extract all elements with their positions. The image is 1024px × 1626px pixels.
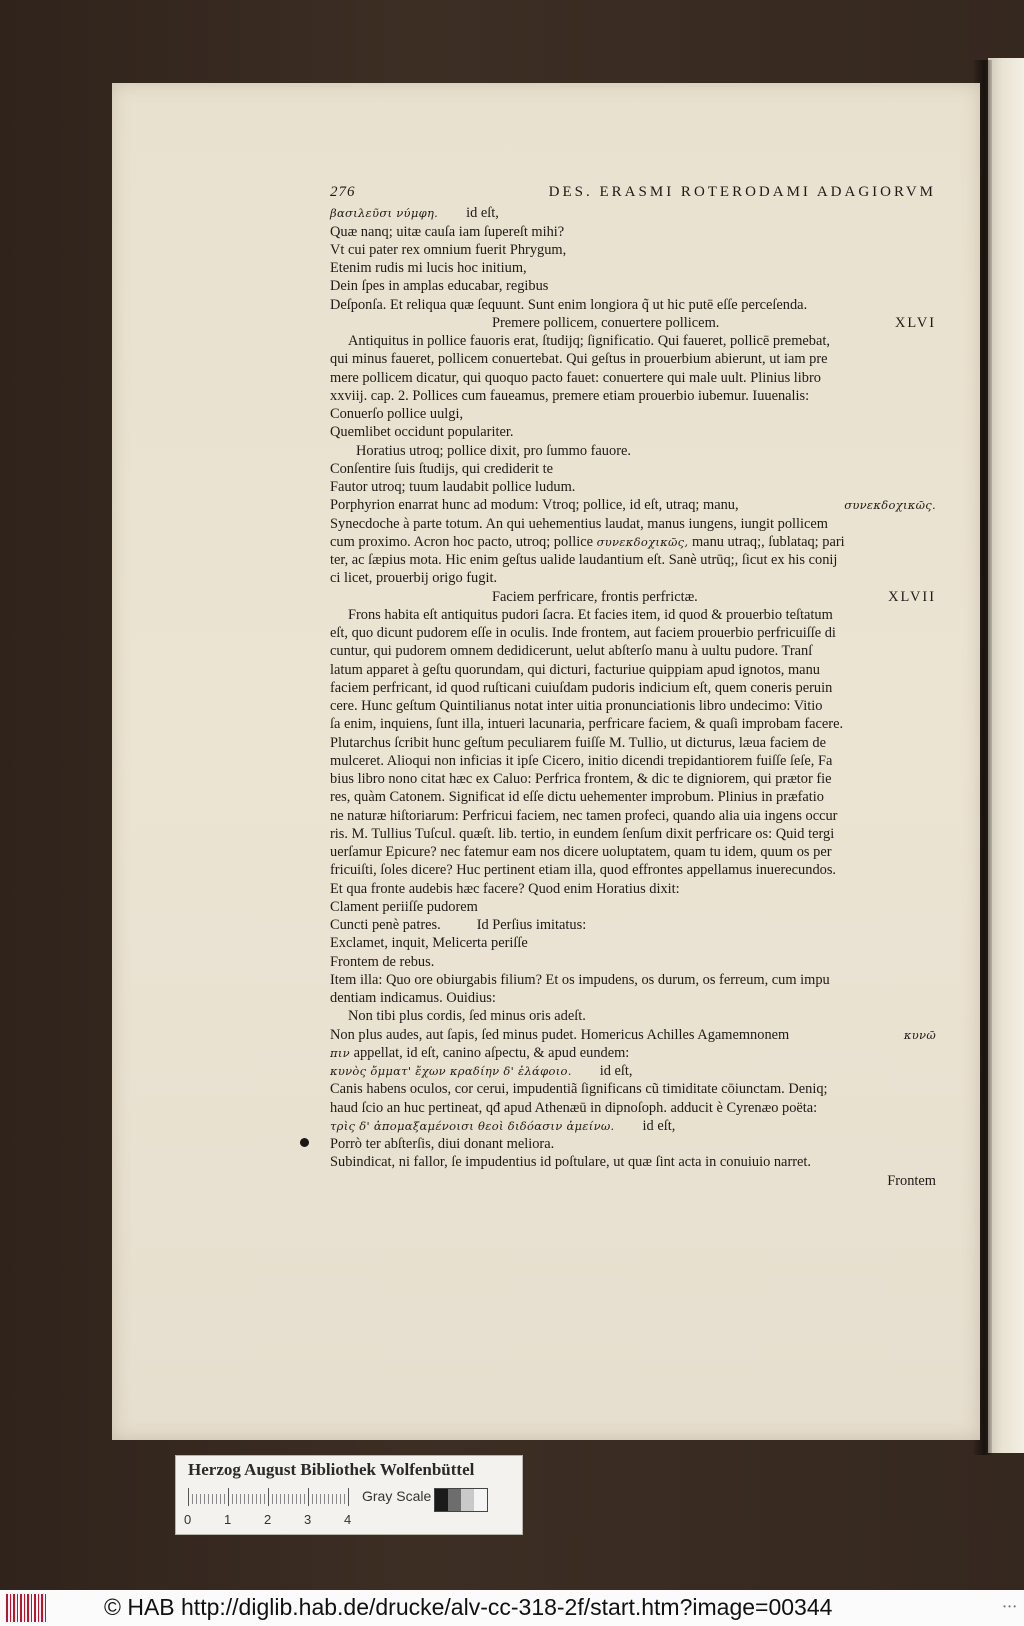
- greek-text: τρὶς δ' ἀπομαξαμένοισι θεοὶ διδόασιν ἀμείνω.: [330, 1118, 615, 1133]
- text-line: [330, 898, 936, 916]
- text-span: Conſentire ſuis ſtudijs, qui crediderit te: [330, 460, 554, 477]
- text-span: Subindicat, ni fallor, ſe impudentius id poſtulare, ut quæ ſint acta in conuiuio narret.: [330, 1154, 812, 1171]
- text-span: id eſt,: [466, 205, 499, 222]
- text-span: Frontem: [887, 1172, 936, 1189]
- text-span: bius libro nono citat hæc ex Caluo: Perfrica frontem, & dic te digniorem, qui prætor fie: [330, 771, 832, 787]
- text-line: [330, 1080, 936, 1098]
- text-span: eſt, quo dicunt pudorem eſſe in oculis. Inde frontem, aut faciem prouerbio perfricuiſſe di: [330, 625, 836, 641]
- text-line: [330, 880, 936, 898]
- text-span: Id Perſius imitatus:: [476, 917, 587, 933]
- greek-text: συνεκδοχικῶς.: [844, 498, 936, 513]
- text-line: [330, 460, 936, 478]
- running-title: DES. ERASMI ROTERODAMI ADAGIORVM: [548, 184, 936, 200]
- text-span: Fautor utroq; tuum laudabit pollice ludum.: [330, 479, 576, 495]
- margin-dot: [300, 1138, 309, 1147]
- text-span: Canis habens oculos, cor cerui, impudentiã ſignificans cũ timiditate cōiunctam. Deniq;: [330, 1081, 828, 1098]
- text-span: Horatius utroq; pollice dixit, pro ſummo fauore.: [356, 442, 631, 459]
- facing-page-margin: [990, 140, 1024, 1040]
- text-span: id eſt,: [642, 1117, 676, 1134]
- text-span: Conuerſo pollice uulgi,: [330, 406, 464, 422]
- text-line: [330, 387, 936, 405]
- text-line: [330, 825, 936, 843]
- ruler-number: 1: [224, 1512, 232, 1527]
- text-line: [330, 332, 936, 350]
- text-lines: [330, 204, 936, 1190]
- greek-text: κυνὸς ὄμματ' ἔχων κραδίην δ' ἐλάφοιο.: [330, 1064, 572, 1078]
- text-line: [330, 1117, 936, 1135]
- text-span: Non plus audes, aut ſapis, ſed minus pudet. Homericus Achilles Agamemnonem: [330, 1026, 790, 1043]
- text-line: [330, 551, 936, 569]
- text-span: appellat, id eſt, canino aſpectu, & apud eundem:: [353, 1044, 630, 1061]
- text-span: Vt cui pater rex omnium fuerit Phrygum,: [330, 241, 567, 258]
- ruler-number: 4: [344, 1512, 352, 1527]
- text-span: uerſamur Epicure? nec fatemur eam nos dicere uoluptatem, quam tu idem, quum os per: [330, 844, 832, 860]
- gray-scale-swatch: [434, 1488, 488, 1512]
- text-line: [330, 752, 936, 770]
- text-line: [330, 934, 936, 952]
- text-line: [330, 661, 936, 679]
- ruler-number: 3: [304, 1512, 312, 1527]
- greek-text: βασιλεῦσι νύμφη.: [330, 206, 439, 221]
- text-line: [330, 770, 936, 788]
- text-span: ter, ac ſæpius mota. Hic enim geſtus ualide laudantium eſt. Sanè utrūq;, ſicut ex his conij: [330, 552, 838, 568]
- ruler-number: 0: [184, 1512, 192, 1527]
- gray-scale-label: Gray Scale: [362, 1488, 432, 1504]
- text-span: fricuiſti, ſoles dicere? Huc pertinent etiam illa, quod effrontes appellamus inuerecundos.: [330, 862, 837, 879]
- text-span: Porrò ter abſterſis, diui donant meliora.: [330, 1136, 555, 1152]
- text-line: [330, 588, 936, 606]
- adage-number: XLVII: [888, 588, 936, 605]
- text-line: [330, 296, 936, 314]
- text-span: manu utraq;, ſublataq; pari: [691, 533, 845, 550]
- text-span: Porphyrion enarrat hunc ad modum: Vtroq; pollice, id eſt, utraq; manu,: [330, 497, 739, 514]
- text-line: [330, 1135, 936, 1153]
- text-line: [330, 843, 936, 861]
- text-span: cere. Hunc geſtum Quintilianus notat inter uitia pronunciationis libro undecimo: Vitio: [330, 698, 823, 714]
- text-span: Synecdoche à parte totum. An qui uehementius laudat, manus iungens, iungit pollicem: [330, 515, 828, 532]
- text-span: Frontem de rebus.: [330, 953, 435, 970]
- text-line: [330, 679, 936, 697]
- gray-patch: [435, 1489, 448, 1511]
- text-line: [330, 204, 936, 222]
- text-line: [330, 241, 936, 259]
- adage-title: Premere pollicem, conuertere pollicem.: [492, 314, 720, 331]
- text-span: xxviij. cap. 2. Pollices cum faueamus, premere etiam prouerbio iubemur. Iuuenalis:: [330, 387, 810, 404]
- source-url[interactable]: © HAB http://diglib.hab.de/drucke/alv-cc-318-2f/start.htm?image=00344: [104, 1594, 833, 1620]
- greek-text: πιν: [330, 1045, 350, 1060]
- text-line: [330, 350, 936, 368]
- text-span: Item illa: Quo ore obiurgabis filium? Et os impudens, os durum, os ferreum, cum impu: [330, 971, 830, 988]
- text-line: [330, 953, 936, 971]
- text-span: cuntur, qui pudorem omnem dedidicerunt, uelut abſterſo manu à uultu pudore. Tranſ: [330, 643, 813, 660]
- text-line: [330, 989, 936, 1007]
- text-line: [330, 314, 936, 332]
- text-line: [330, 1044, 936, 1062]
- text-span: Quemlibet occidunt populariter.: [330, 424, 514, 441]
- text-span: ne naturæ hiſtoriarum: Perfricui faciem, nec tamen profeci, quando alia uia ingens occur: [330, 807, 838, 824]
- text-line: [330, 788, 936, 806]
- text-line: [330, 1062, 936, 1080]
- ruler-number: 2: [264, 1512, 272, 1527]
- text-span: haud ſcio an huc pertineat, qđ apud Athenæū in dipnoſoph. adducit è Cyrenæo poëta:: [330, 1099, 818, 1116]
- text-span: Clament periiſſe pudorem: [330, 898, 478, 915]
- text-line: [330, 496, 936, 514]
- text-span: Plutarchus ſcribit hunc geſtum peculiarem fuiſſe M. Tullio, ut dicturus, læua faciem de: [330, 734, 826, 751]
- text-line: [330, 423, 936, 441]
- text-span: mere pollicem dicatur, qui quoquo pacto fauet: conuertere qui male uult. Plinius libro: [330, 369, 821, 386]
- text-span: Frons habita eſt antiquitus pudori ſacra. Et facies item, id quod & prouerbio teſtatum: [348, 606, 833, 623]
- text-line: [330, 861, 936, 879]
- text-span: Deſponſa. Et reliqua quæ ſequunt. Sunt enim longiora q̃ ut hic putē eſſe perceſenda.: [330, 296, 808, 313]
- text-span: ris. M. Tullius Tuſcul. quæſt. lib. tertio, in eundem ſenſum dixit perfricare os: Quid tergi: [330, 825, 835, 842]
- text-line: [330, 606, 936, 624]
- text-line: [330, 624, 936, 642]
- color-calibration-card: [175, 1455, 523, 1535]
- text-line: [330, 405, 936, 423]
- text-span: latum apparet à geſtu quorundam, qui dicturi, facturiue quippiam apud ignotos, manu: [330, 661, 820, 678]
- text-span: Etenim rudis mi lucis hoc initium,: [330, 260, 527, 276]
- text-line: [330, 1026, 936, 1044]
- text-span: id eſt,: [599, 1063, 633, 1079]
- running-head: [330, 183, 936, 201]
- text-line: [330, 442, 936, 460]
- text-line: [330, 223, 936, 241]
- footer-bar: [0, 1590, 1024, 1626]
- text-line: [330, 515, 936, 533]
- text-span: Antiquitus in pollice fauoris erat, ſtudijq; ſignificatio. Qui faueret, pollicē premebat,: [348, 333, 830, 349]
- gray-patch: [474, 1489, 487, 1511]
- text-span: ci licet, prouerbij origo fugit.: [330, 570, 498, 587]
- text-span: Et qua fronte audebis hæc facere? Quod enim Horatius dixit:: [330, 880, 680, 897]
- text-span: Quæ nanq; uitæ cauſa iam ſupereſt mihi?: [330, 223, 565, 240]
- text-span: Dein ſpes in amplas educabar, regibus: [330, 278, 549, 295]
- text-line: [330, 1099, 936, 1117]
- gray-patch: [448, 1489, 461, 1511]
- page-text: [330, 183, 936, 1190]
- text-line: [330, 1007, 936, 1025]
- text-line: [330, 1172, 936, 1190]
- text-span: ſa enim, inquiens, ſunt illa, intueri lacunaria, perfricare faciem, & quaſi improbam facere.: [330, 716, 844, 733]
- ruler-scale: [188, 1488, 358, 1508]
- text-line: [330, 642, 936, 660]
- footer-mark: • • •: [1003, 1602, 1016, 1611]
- text-line: [330, 715, 936, 733]
- institution-label: Herzog August Bibliothek Wolfenbüttel: [188, 1460, 475, 1479]
- adage-title: Faciem perfricare, frontis perfrictæ.: [492, 588, 698, 605]
- text-line: [330, 533, 936, 551]
- text-span: dentiam indicamus. Ouidius:: [330, 990, 496, 1006]
- hab-logo-icon: [6, 1594, 46, 1622]
- text-span: res, quàm Catonem. Significat id eſſe dictu uehementer improbum. Plinius in præfatio: [330, 789, 824, 806]
- text-span: Non tibi plus cordis, ſed minus oris adeſt.: [348, 1008, 586, 1025]
- greek-text: κυνῶ: [903, 1027, 936, 1042]
- ruler-numbers: [184, 1512, 364, 1528]
- page-number: 276: [330, 184, 356, 200]
- text-line: [330, 807, 936, 825]
- text-line: [330, 697, 936, 715]
- text-span: Exclamet, inquit, Melicerta periſſe: [330, 935, 528, 952]
- text-span: cum proximo. Acron hoc pacto, utroq; pollice: [330, 533, 593, 550]
- text-span: Cuncti penè patres.: [330, 917, 441, 933]
- text-span: faciem perfricant, id quod ruſticani cuiuſdam pudoris indicium eſt, quem coneris peruin: [330, 679, 833, 696]
- text-line: [330, 916, 936, 934]
- text-line: [330, 478, 936, 496]
- text-line: [330, 369, 936, 387]
- adage-number: XLVI: [894, 314, 936, 331]
- text-line: [330, 277, 936, 295]
- greek-text: συνεκδοχικῶς,: [596, 534, 689, 549]
- gray-patch: [461, 1489, 474, 1511]
- text-line: [330, 971, 936, 989]
- text-line: [330, 569, 936, 587]
- text-line: [330, 259, 936, 277]
- text-line: [330, 1153, 936, 1171]
- text-span: qui minus faueret, pollicem conuertebat. Qui geſtus in prouerbium abierunt, ut iam pre: [330, 351, 828, 368]
- text-line: [330, 734, 936, 752]
- text-span: mulceret. Alioqui non inficias it ipſe Cicero, initio dicendi trepidantiorem fuiſſe ſeſe, Fa: [330, 752, 833, 769]
